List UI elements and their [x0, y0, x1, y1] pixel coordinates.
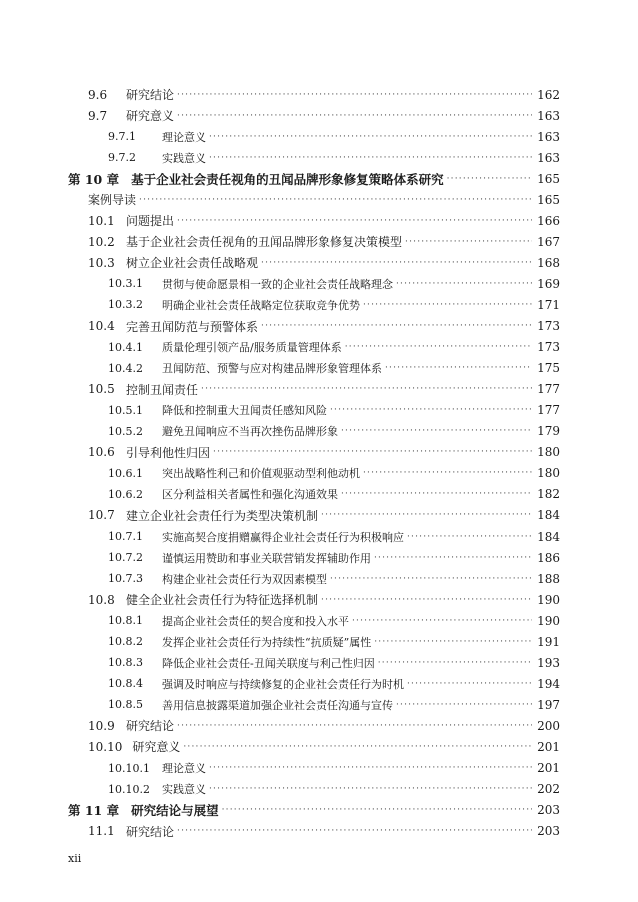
- toc-chapter-entry[interactable]: [68, 800, 560, 821]
- toc-entry-number: 10.6.2: [108, 487, 143, 501]
- toc-entry[interactable]: [68, 252, 560, 273]
- toc-entry-title: 实践意义: [162, 783, 206, 797]
- toc-entry-page: 191: [537, 634, 560, 649]
- toc-entry-title: 丑闻防范、预警与应对构建品牌形象管理体系: [162, 362, 382, 376]
- toc-entry-title: 研究意义: [132, 740, 181, 755]
- dot-leader: [341, 424, 532, 438]
- toc-entry-title: 贯彻与使命愿景相一致的企业社会责任战略理念: [162, 277, 393, 291]
- toc-entry-number: 9.6: [88, 87, 108, 102]
- dot-leader: [341, 487, 532, 501]
- toc-entry-title: 健全企业社会责任行为特征选择机制: [126, 593, 319, 608]
- toc-entry-page: 179: [537, 424, 560, 439]
- toc-entry-title: 研究结论: [126, 824, 175, 839]
- toc-entry-title: 发挥企业社会责任行为持续性“抗质疑”属性: [162, 635, 372, 649]
- dot-leader: [330, 403, 532, 417]
- toc-entry[interactable]: [68, 568, 560, 589]
- toc-entry-title: 明确企业社会责任战略定位获取竞争优势: [162, 298, 360, 312]
- toc-entry-number: 10.4: [88, 319, 115, 334]
- dot-leader: [209, 761, 532, 775]
- toc-entry-title: 谨慎运用赞助和事业关联营销发挥辅助作用: [162, 551, 371, 565]
- toc-entry-page: 162: [537, 87, 560, 102]
- toc-entry-number: 10.7: [88, 508, 115, 523]
- toc-entry[interactable]: [68, 779, 560, 800]
- toc-entry-number: 10.4.2: [108, 361, 143, 375]
- dot-leader: [385, 361, 532, 375]
- toc-entry[interactable]: [68, 673, 560, 694]
- toc-entry-title: 研究结论与展望: [131, 803, 219, 819]
- toc-entry[interactable]: [68, 294, 560, 315]
- toc-entry-title: 善用信息披露渠道加强企业社会责任沟通与宣传: [162, 698, 393, 712]
- toc-entry-number: 10.3: [88, 255, 115, 270]
- toc-entry-title: 研究意义: [126, 109, 175, 124]
- toc-entry[interactable]: [68, 463, 560, 484]
- toc-entry-page: 203: [537, 824, 560, 839]
- toc-entry-number: 10.7.1: [108, 530, 143, 543]
- toc-entry[interactable]: [68, 189, 560, 210]
- toc-entry-number: 第 11 章: [68, 803, 120, 819]
- toc-entry-page: 166: [537, 213, 560, 228]
- dot-leader: [407, 677, 532, 691]
- toc-entry-page: 180: [537, 445, 560, 460]
- toc-entry-page: 165: [537, 192, 560, 207]
- toc-entry-title: 建立企业社会责任行为类型决策机制: [126, 508, 319, 523]
- toc-entry-title: 区分利益相关者属性和强化沟通效果: [162, 488, 338, 502]
- dot-leader: [177, 88, 532, 102]
- toc-entry-page: 203: [537, 803, 560, 818]
- toc-entry-page: 190: [537, 613, 560, 628]
- dot-leader: [209, 130, 532, 144]
- toc-entry[interactable]: [68, 715, 560, 736]
- toc-entry-number: 10.5: [88, 382, 115, 397]
- toc-entry[interactable]: [68, 379, 560, 400]
- table-of-contents: [68, 84, 560, 842]
- toc-entry-title: 树立企业社会责任战略观: [126, 256, 259, 271]
- toc-entry-title: 提高企业社会责任的契合度和投入水平: [162, 614, 349, 628]
- toc-entry-page: 163: [537, 108, 560, 123]
- dot-leader: [378, 656, 532, 670]
- dot-leader: [396, 698, 532, 712]
- toc-entry[interactable]: [68, 105, 560, 126]
- dot-leader: [177, 214, 532, 228]
- toc-entry-number: 10.8.1: [108, 614, 143, 628]
- toc-entry-page: 163: [537, 150, 560, 165]
- dot-leader: [321, 508, 532, 522]
- toc-entry-title: 实施高契合度捐赠赢得企业社会责任行为积极响应: [162, 530, 404, 544]
- dot-leader: [201, 382, 532, 396]
- dot-leader: [345, 340, 532, 354]
- toc-entry[interactable]: [68, 210, 560, 231]
- toc-entry[interactable]: [68, 337, 560, 358]
- toc-entry-title: 问题提出: [126, 214, 175, 229]
- toc-entry-title: 理论意义: [162, 762, 206, 776]
- toc-entry-page: 190: [537, 592, 560, 607]
- dot-leader: [447, 172, 532, 186]
- toc-entry-number: 10.7.2: [108, 551, 143, 565]
- toc-entry-title: 实践意义: [162, 151, 206, 165]
- toc-entry-title: 理论意义: [162, 130, 206, 144]
- toc-entry-page: 201: [537, 761, 560, 776]
- toc-entry-page: 165: [537, 171, 560, 186]
- toc-entry-number: 10.10.2: [108, 782, 150, 796]
- toc-entry-title: 基于企业社会责任视角的丑闻品牌形象修复决策模型: [126, 235, 403, 250]
- dot-leader: [352, 614, 532, 628]
- toc-entry-page: 180: [537, 466, 560, 481]
- toc-entry-page: 193: [537, 655, 560, 670]
- dot-leader: [374, 551, 532, 565]
- toc-entry[interactable]: [68, 631, 560, 652]
- dot-leader: [261, 319, 532, 333]
- dot-leader: [213, 445, 532, 459]
- toc-entry-page: 177: [537, 382, 560, 397]
- toc-entry-number: 9.7.1: [108, 130, 136, 144]
- toc-entry[interactable]: [68, 526, 560, 547]
- page-number: xii: [68, 852, 82, 865]
- toc-entry[interactable]: [68, 505, 560, 526]
- toc-entry-page: 184: [537, 529, 560, 544]
- dot-leader: [177, 719, 532, 733]
- toc-entry-page: 163: [537, 129, 560, 144]
- toc-entry-title: 质量伦理引领产品/服务质量管理体系: [162, 341, 342, 355]
- toc-entry[interactable]: [68, 147, 560, 168]
- toc-entry-number: 10.6: [88, 445, 115, 460]
- dot-leader: [396, 277, 532, 291]
- toc-entry-title: 研究结论: [126, 88, 175, 103]
- dot-leader: [407, 530, 532, 544]
- toc-entry-number: 10.5.2: [108, 424, 143, 438]
- toc-entry-number: 9.7: [88, 108, 108, 123]
- toc-entry-number: 10.2: [88, 234, 115, 249]
- toc-entry-page: 197: [537, 697, 560, 712]
- toc-entry-number: 10.3.1: [108, 277, 143, 291]
- toc-entry-title: 基于企业社会责任视角的丑闻品牌形象修复策略体系研究: [131, 171, 444, 187]
- dot-leader: [363, 466, 532, 480]
- toc-entry-page: 186: [537, 550, 560, 565]
- toc-entry-page: 188: [537, 571, 560, 586]
- toc-entry-title: 突出战略性利己和价值观驱动型利他动机: [162, 467, 360, 481]
- toc-entry[interactable]: [68, 400, 560, 421]
- toc-entry-page: 169: [537, 276, 560, 291]
- toc-entry-page: 173: [537, 340, 560, 355]
- toc-entry-title: 控制丑闻责任: [126, 382, 199, 397]
- toc-entry-number: 10.6.1: [108, 466, 143, 480]
- toc-entry[interactable]: [68, 484, 560, 505]
- toc-entry[interactable]: [68, 821, 560, 842]
- dot-leader: [374, 635, 532, 649]
- toc-entry[interactable]: [68, 316, 560, 337]
- toc-entry-page: 202: [537, 782, 560, 797]
- dot-leader: [405, 235, 532, 249]
- toc-entry[interactable]: [68, 547, 560, 568]
- toc-entry[interactable]: [68, 610, 560, 631]
- toc-entry[interactable]: [68, 652, 560, 673]
- toc-entry-number: 10.4.1: [108, 340, 143, 354]
- toc-entry[interactable]: [68, 84, 560, 105]
- toc-chapter-entry[interactable]: [68, 168, 560, 189]
- toc-entry-number: 10.7.3: [108, 572, 143, 586]
- dot-leader: [222, 803, 532, 817]
- toc-entry[interactable]: [68, 694, 560, 715]
- toc-entry[interactable]: [68, 273, 560, 294]
- toc-entry[interactable]: [68, 231, 560, 252]
- toc-entry-title: 避免丑闻响应不当再次挫伤品牌形象: [162, 425, 338, 439]
- toc-entry-title: 研究结论: [126, 719, 175, 734]
- toc-entry-number: 第 10 章: [68, 171, 120, 187]
- toc-entry-number: 10.3.2: [108, 298, 143, 312]
- dot-leader: [321, 593, 532, 607]
- toc-entry-number: 10.1: [88, 213, 115, 228]
- toc-entry-page: 194: [537, 676, 560, 691]
- toc-entry[interactable]: [68, 758, 560, 779]
- toc-entry-number: 10.8: [88, 592, 115, 607]
- toc-entry-number: 10.8.3: [108, 656, 143, 670]
- toc-entry-number: 10.10.1: [108, 761, 150, 775]
- dot-leader: [177, 109, 532, 123]
- dot-leader: [363, 298, 532, 312]
- dot-leader: [139, 193, 532, 207]
- toc-entry-title: 强调及时响应与持续修复的企业社会责任行为时机: [162, 677, 404, 691]
- toc-entry-page: 201: [537, 739, 560, 754]
- toc-entry-number: 10.9: [88, 718, 115, 733]
- toc-entry-number: 10.8.5: [108, 698, 143, 712]
- toc-entry-title: 完善丑闻防范与预警体系: [126, 319, 259, 334]
- toc-entry-page: 167: [537, 234, 560, 249]
- toc-entry-number: 10.5.1: [108, 403, 143, 417]
- toc-entry-title: 降低企业社会责任-丑闻关联度与利己性归因: [162, 656, 375, 670]
- toc-entry[interactable]: [68, 126, 560, 147]
- toc-entry-page: 175: [537, 361, 560, 376]
- toc-entry-page: 171: [537, 297, 560, 312]
- toc-entry-page: 200: [537, 718, 560, 733]
- toc-entry-page: 173: [537, 319, 560, 334]
- toc-entry-title: 案例导读: [88, 193, 137, 208]
- toc-entry[interactable]: [68, 736, 560, 757]
- dot-leader: [183, 740, 532, 754]
- toc-entry-number: 10.8.4: [108, 677, 143, 691]
- toc-entry-page: 177: [537, 403, 560, 418]
- toc-entry-page: 168: [537, 255, 560, 270]
- toc-entry-number: 10.8.2: [108, 635, 143, 649]
- toc-entry-title: 降低和控制重大丑闻责任感知风险: [162, 404, 327, 418]
- toc-entry[interactable]: [68, 421, 560, 442]
- toc-entry-title: 引导利他性归因: [126, 445, 211, 460]
- toc-entry-number: 9.7.2: [108, 151, 136, 165]
- toc-entry-number: 11.1: [88, 824, 115, 839]
- dot-leader: [261, 256, 532, 270]
- toc-entry[interactable]: [68, 442, 560, 463]
- toc-entry-number: 10.10: [88, 739, 123, 754]
- dot-leader: [209, 782, 532, 796]
- toc-entry-title: 构建企业社会责任行为双因素模型: [162, 572, 327, 586]
- toc-entry[interactable]: [68, 589, 560, 610]
- dot-leader: [330, 572, 532, 586]
- toc-entry[interactable]: [68, 358, 560, 379]
- dot-leader: [209, 151, 532, 165]
- toc-entry-page: 182: [537, 487, 560, 502]
- toc-entry-page: 184: [537, 508, 560, 523]
- dot-leader: [177, 824, 532, 838]
